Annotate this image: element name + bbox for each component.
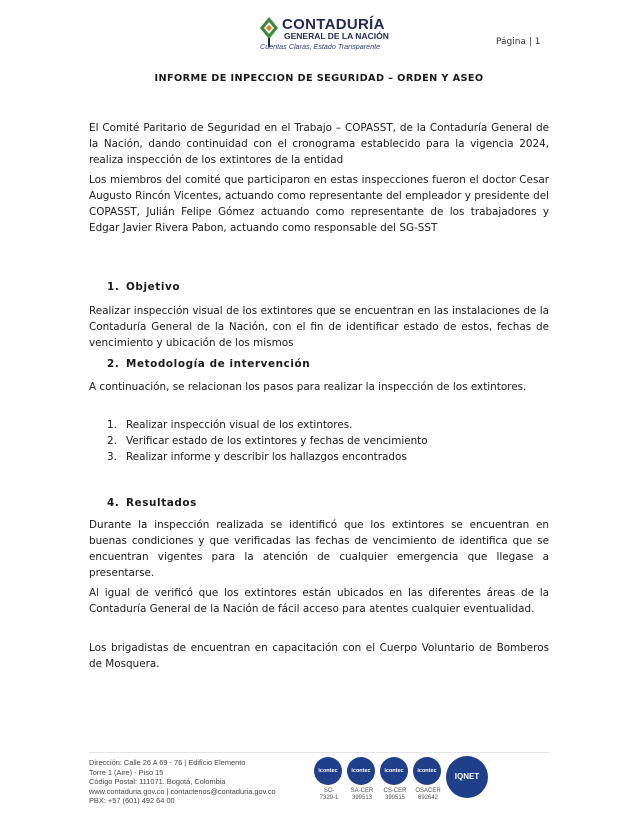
certification-code: CS-CER 399515: [383, 788, 407, 801]
list-item: [107, 433, 428, 449]
list-item-text: Verificar estado de los extintores y fechas de vencimiento: [126, 435, 428, 447]
iqnet-seal-icon: IQNET: [446, 756, 488, 798]
icontec-seal-icon: icontec: [314, 757, 342, 785]
icontec-seal-icon: icontec: [413, 757, 441, 785]
address-line: Código Postal: 111071. Bogotá, Colombia: [89, 777, 226, 787]
resultados-paragraph-3: Los brigadistas de encuentran en capacitación con el Cuerpo Voluntario de Bomberos de Mosquera.: [89, 642, 549, 670]
resultados-paragraph-2: Al igual de verificó que los extintores están ubicados en las diferentes áreas de la Contaduría General de la Nación de fácil acceso para atentes cualquier eventualidad.: [89, 587, 549, 615]
address-line: Dirección: Calle 26 A 69 - 76 | Edificio Elemento: [89, 758, 246, 767]
address-line: PBX: +57 (601) 492 64 00: [89, 796, 175, 806]
list-item-number: 3.: [107, 451, 117, 463]
address-line: Torre 1 (Aire) - Piso 15: [89, 767, 164, 777]
metodologia-paragraph: A continuación, se relacionan los pasos para realizar la inspección de los extintores.: [89, 381, 527, 393]
certification-badge: [413, 757, 443, 802]
icontec-seal-icon: icontec: [347, 757, 375, 785]
intro-paragraph-2: Los miembros del comité que participaron en estas inspecciones fueron el doctor Cesar Augusto Rincón Vicentes, actuando como representante del empleador y presidente del COPASST, Julián Felipe Gómez actuando como representante de los trabajadores y Edgar Javier Rivera Pabon, actuando como responsable del SG-SST: [89, 174, 549, 234]
section-number: 4.: [107, 497, 120, 509]
logo-title: CONTADURÍA: [282, 16, 385, 33]
certification-badge: [347, 757, 377, 802]
list-item-text: Realizar inspección visual de los extintores.: [126, 419, 353, 431]
objetivo-paragraph: Realizar inspección visual de los extintores que se encuentran en las instalaciones de la Contaduría General de la Nación, con el fin de identificar estado de estos, fechas de vencimiento y ubicación de los mismos: [89, 305, 549, 349]
certification-code: SA-CER 399513: [350, 788, 374, 801]
footer-divider: [89, 752, 549, 753]
address-line: www.contaduria.gov.co | contactenos@contaduria.gov.co: [89, 786, 276, 796]
section-title: Resultados: [126, 497, 197, 509]
section-number: 2.: [107, 358, 120, 370]
certification-code: OSACER 692642: [415, 788, 441, 801]
document-title: INFORME DE INPECCION DE SEGURIDAD – ORDEN Y ASEO: [154, 73, 484, 84]
contaduria-logo: [258, 16, 388, 52]
list-item-number: 1.: [107, 419, 117, 431]
section-title: Metodología de intervención: [126, 358, 311, 370]
section-number: 1.: [107, 281, 120, 293]
section-heading-resultados: [107, 497, 197, 509]
section-heading-metodologia: [107, 358, 310, 370]
intro-paragraph-1: El Comité Paritario de Seguridad en el Trabajo – COPASST, de la Contaduría General de la Nación, dando continuidad con el cronograma establecido para la vigencia 2024, realiza inspección de los extintores de la entidad: [89, 122, 549, 166]
section-heading-objetivo: [107, 281, 180, 293]
certification-badge: [380, 757, 410, 802]
resultados-paragraph-1: Durante la inspección realizada se identificó que los extintores se encuentran en buenas condiciones y que verificadas las fechas de vencimiento de identifica que se encuentran vigentes para la atención de cualquier emergencia que llegase a presentarse.: [89, 519, 549, 579]
steps-list: [107, 417, 428, 465]
logo-tagline: Cuentas Claras, Estado Transparente: [260, 42, 381, 51]
list-item: [107, 449, 428, 465]
page-number: Página | 1: [496, 37, 541, 47]
footer-address: [89, 758, 276, 806]
logo-subtitle: GENERAL DE LA NACIÓN: [284, 31, 389, 41]
certification-code: SC- 7329-1: [319, 788, 339, 801]
list-item-text: Realizar informe y describir los hallazgos encontrados: [126, 451, 407, 463]
list-item: [107, 417, 428, 433]
icontec-seal-icon: icontec: [380, 757, 408, 785]
section-title: Objetivo: [126, 281, 181, 293]
list-item-number: 2.: [107, 435, 117, 447]
certification-badge: [314, 757, 344, 802]
